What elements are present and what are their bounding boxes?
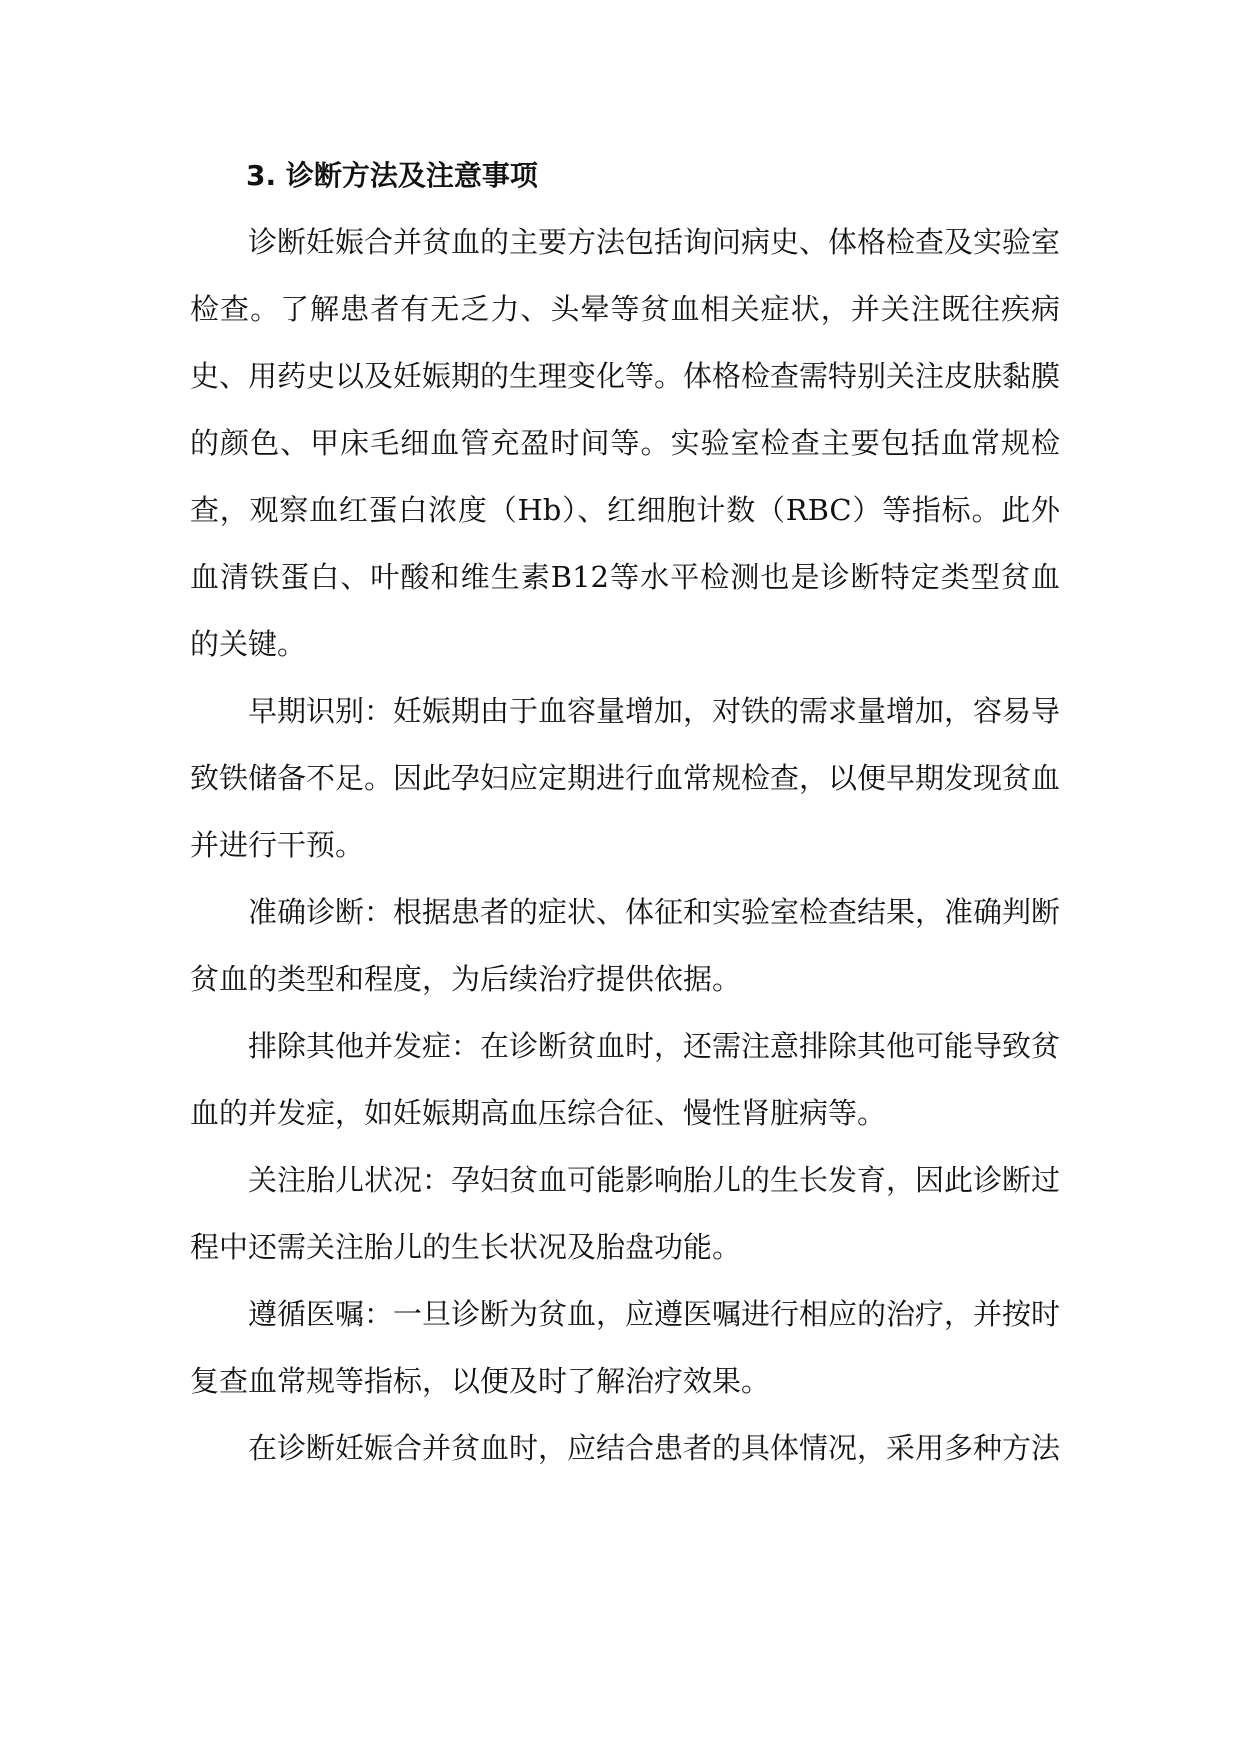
paragraph-diagnostic-methods: 诊断妊娠合并贫血的主要方法包括询问病史、体格检查及实验室检查。了解患者有无乏力、头晕等贫血相关症状，并关注既往疾病史、用药史以及妊娠期的生理变化等。体格检查需特别关注皮肤黏膜的颜色、甲床毛细血管充盈时间等。实验室检查主要包括血常规检查，观察血红蛋白浓度（Hb）、红细胞计数（RBC）等指标。此外血清铁蛋白、叶酸和维生素B12等水平检测也是诊断特定类型贫血的关键。 <box>190 225 1061 661</box>
paragraph-exclude-complications: 排除其他并发症：在诊断贫血时，还需注意排除其他可能导致贫血的并发症，如妊娠期高血压综合征、慢性肾脏病等。 <box>190 1029 1061 1130</box>
section-heading: 3. 诊断方法及注意事项 <box>246 159 538 192</box>
paragraph-conclusion: 在诊断妊娠合并贫血时，应结合患者的具体情况，采用多种方法 <box>248 1431 1061 1465</box>
paragraph-accurate-diagnosis: 准确诊断：根据患者的症状、体征和实验室检查结果，准确判断贫血的类型和程度，为后续治疗提供依据。 <box>190 895 1061 996</box>
paragraph-follow-medical-advice: 遵循医嘱：一旦诊断为贫血，应遵医嘱进行相应的治疗，并按时复查血常规等指标，以便及时了解治疗效果。 <box>190 1297 1061 1398</box>
paragraph-early-identification: 早期识别：妊娠期由于血容量增加，对铁的需求量增加，容易导致铁储备不足。因此孕妇应定期进行血常规检查，以便早期发现贫血并进行干预。 <box>190 694 1061 862</box>
paragraph-fetal-status: 关注胎儿状况：孕妇贫血可能影响胎儿的生长发育，因此诊断过程中还需关注胎儿的生长状况及胎盘功能。 <box>190 1163 1061 1264</box>
document-body <box>190 142 1060 1482</box>
